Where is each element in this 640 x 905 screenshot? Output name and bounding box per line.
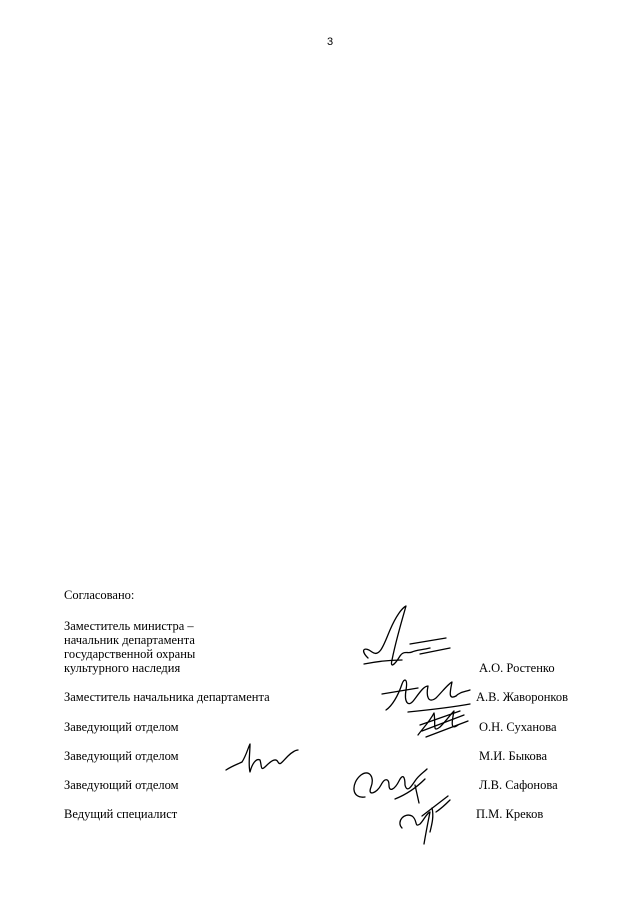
position-line: Заведующий отделом xyxy=(64,749,179,763)
approval-header: Согласовано: xyxy=(64,588,135,602)
handwritten-signature-bykova xyxy=(222,740,302,780)
signatory-position xyxy=(64,807,364,821)
signatory-name: А.О. Ростенко xyxy=(479,661,555,675)
signatory-name: А.В. Жаворонков xyxy=(476,690,569,704)
position-line: Заместитель министра – xyxy=(64,619,194,633)
page-number: 3 xyxy=(326,36,334,48)
position-line: Ведущий специалист xyxy=(64,807,178,821)
signatory-position xyxy=(64,720,364,734)
signatory-name: Л.В. Сафонова xyxy=(479,778,558,792)
signatory-name: П.М. Креков xyxy=(476,807,544,821)
handwritten-signature-krekov xyxy=(392,788,457,850)
signatory-name: О.Н. Суханова xyxy=(479,720,557,734)
handwritten-signature-rostenko xyxy=(350,600,460,680)
signatory-position xyxy=(64,778,364,792)
signatory-name: М.И. Быкова xyxy=(479,749,548,763)
position-line: начальник департамента xyxy=(64,633,195,647)
handwritten-signature-sukhanova xyxy=(412,703,477,743)
position-line: Заместитель начальника департамента xyxy=(64,690,270,704)
position-line: Заведующий отделом xyxy=(64,720,179,734)
signatory-position xyxy=(64,690,364,704)
signatory-position xyxy=(64,619,364,675)
position-line: Заведующий отделом xyxy=(64,778,179,792)
position-line: культурного наследия xyxy=(64,661,181,675)
signatory-position xyxy=(64,749,364,763)
position-line: государственной охраны xyxy=(64,647,196,661)
